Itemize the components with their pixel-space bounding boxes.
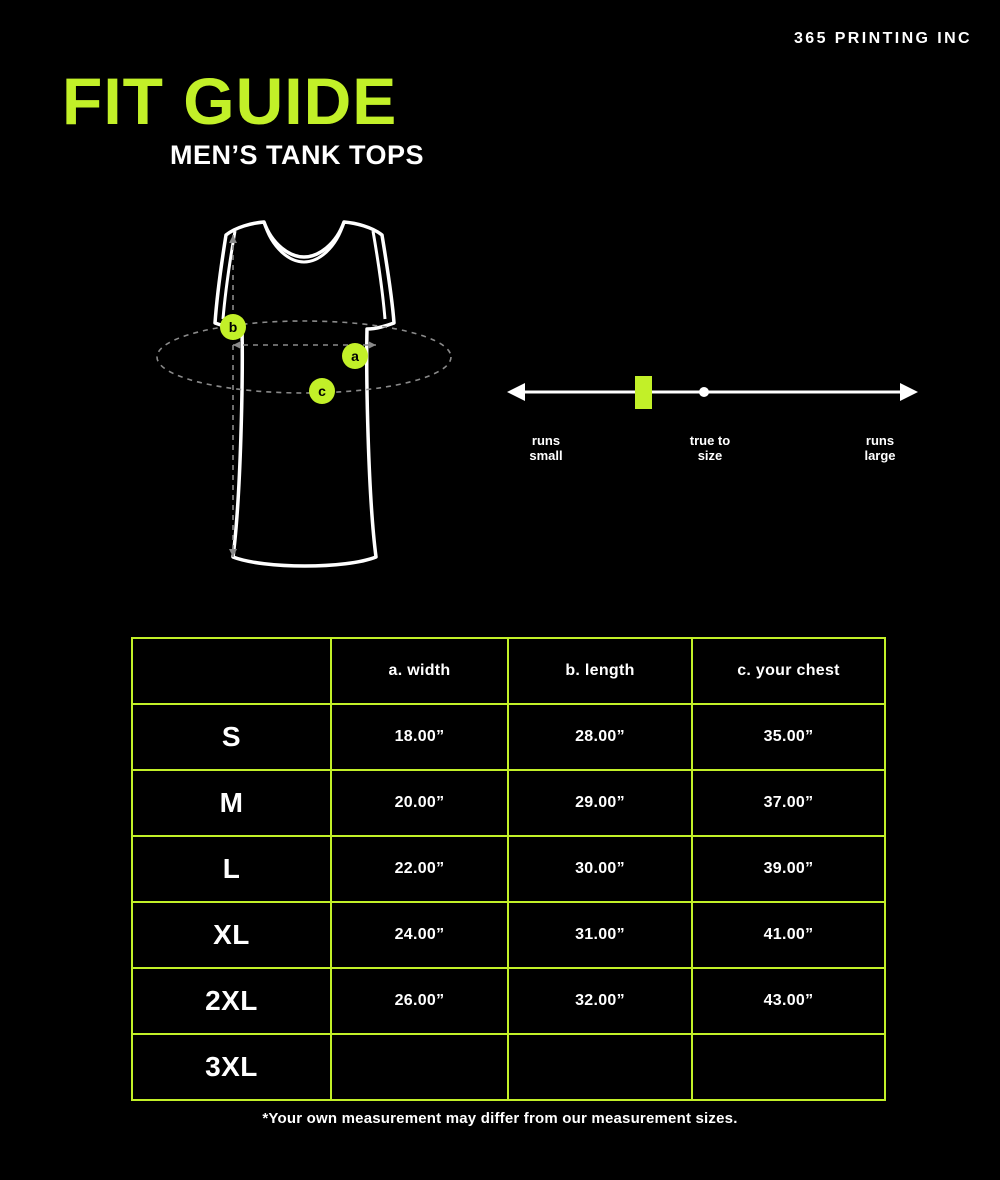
fit-scale-label-large-line1: runs <box>865 433 895 448</box>
fit-scale-marker <box>635 376 652 409</box>
row-chest: 35.00” <box>692 704 885 770</box>
table-row <box>132 770 885 836</box>
fit-scale-label-small-line1: runs <box>531 433 561 448</box>
row-length: 32.00” <box>508 968 692 1034</box>
chest-measure-ellipse <box>157 321 451 393</box>
row-size: L <box>132 836 331 902</box>
row-width: 24.00” <box>331 902 508 968</box>
row-size: M <box>132 770 331 836</box>
table-header-chest: c. your chest <box>692 638 885 704</box>
row-chest: 39.00” <box>692 836 885 902</box>
row-length: 31.00” <box>508 902 692 968</box>
page-title: FIT GUIDE <box>62 64 398 138</box>
fit-scale-axis <box>505 365 920 425</box>
table-row <box>132 704 885 770</box>
row-length: 29.00” <box>508 770 692 836</box>
row-width <box>331 1034 508 1100</box>
fit-scale-label-large <box>835 433 925 463</box>
row-chest: 41.00” <box>692 902 885 968</box>
page-subtitle: MEN’S TANK TOPS <box>170 140 425 170</box>
row-length <box>508 1034 692 1100</box>
row-width: 18.00” <box>331 704 508 770</box>
badge-a-width: a <box>342 343 368 369</box>
row-length: 30.00” <box>508 836 692 902</box>
table-row <box>132 902 885 968</box>
table-header-row <box>132 638 885 704</box>
table-header-length: b. length <box>508 638 692 704</box>
fit-scale-label-true-line2: size <box>697 448 723 463</box>
row-width: 20.00” <box>331 770 508 836</box>
table-header-width: a. width <box>331 638 508 704</box>
tank-top-illustration <box>140 205 460 595</box>
row-chest: 37.00” <box>692 770 885 836</box>
tank-top-svg <box>140 205 460 595</box>
fit-scale-label-true <box>665 433 755 463</box>
fit-scale-label-small <box>501 433 591 463</box>
row-chest: 43.00” <box>692 968 885 1034</box>
row-chest <box>692 1034 885 1100</box>
row-size: 3XL <box>132 1034 331 1100</box>
badge-b-length: b <box>220 314 246 340</box>
fit-scale-label-large-line2: large <box>864 448 896 463</box>
badge-c-chest: c <box>309 378 335 404</box>
row-width: 22.00” <box>331 836 508 902</box>
row-length: 28.00” <box>508 704 692 770</box>
fit-scale-center-dot <box>699 387 709 397</box>
fit-scale-label-small-line2: small <box>529 448 563 463</box>
size-chart-table <box>131 637 886 1101</box>
brand-name: 365 PRINTING INC <box>794 30 972 47</box>
footnote: *Your own measurement may differ from our measurement sizes. <box>262 1110 738 1127</box>
size-table-wrapper <box>131 637 884 1101</box>
fit-scale-label-true-line1: true to <box>689 433 731 448</box>
row-size: XL <box>132 902 331 968</box>
table-row <box>132 968 885 1034</box>
table-header-size <box>132 638 331 704</box>
row-width: 26.00” <box>331 968 508 1034</box>
table-row <box>132 1034 885 1100</box>
row-size: S <box>132 704 331 770</box>
table-row <box>132 836 885 902</box>
fit-scale <box>505 365 920 475</box>
row-size: 2XL <box>132 968 331 1034</box>
